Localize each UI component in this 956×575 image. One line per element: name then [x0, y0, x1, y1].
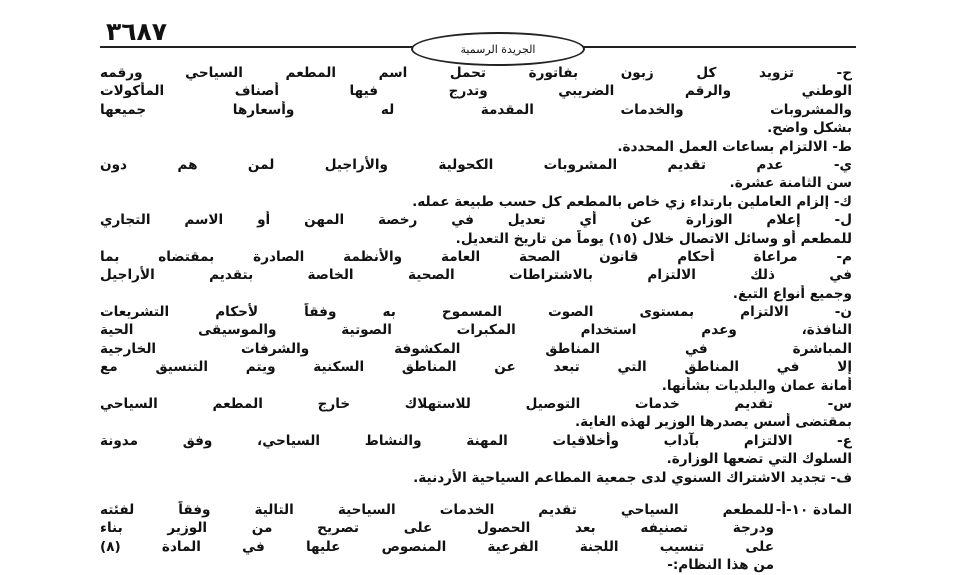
text-line: والمشروبات والخدمات المقدمة له وأسعارها جميعها — [100, 101, 852, 118]
text-line: ن- الالتزام بمستوى الصوت المسموح به وفقاً لأحكام التشريعات — [100, 304, 852, 321]
list-item — [100, 156, 852, 193]
gazette-title: الجريدة الرسمية — [460, 42, 536, 56]
list-item — [100, 469, 852, 487]
text-line: في ذلك الالتزام بالاشتراطات الصحية الخاصة بتقديم الأراجيل — [100, 267, 852, 284]
list-item — [100, 64, 852, 138]
text-line: ودرجة تصنيفه بعد الحصول على تصريح من الوزير بناء — [100, 520, 774, 537]
text-line: ك- إلزام العاملين بارتداء زي خاص بالمطعم كل حسب طبيعة عمله. — [412, 193, 852, 210]
text-line: ل- إعلام الوزارة عن أي تعديل في رخصة المهن أو الاسم التجاري — [100, 212, 852, 229]
text-line: من هذا النظام:- — [667, 557, 774, 574]
text-line: ع- الالتزام بآداب وأخلاقيات المهنة والنشاط السياحي، وفق مدونة — [100, 432, 852, 449]
text-line: سن الثامنة عشرة. — [729, 175, 852, 192]
list-item — [100, 211, 852, 248]
text-line: إلا في المناطق التي تبعد عن المناطق السكنية ويتم التنسيق مع — [100, 359, 852, 376]
article-label: المادة ١٠-أ- — [775, 501, 852, 518]
text-line: على تنسيب اللجنة الفرعية المنصوص عليها في المادة (٨) — [100, 538, 774, 555]
page-number: ٣٦٨٧ — [106, 17, 168, 46]
document-body — [100, 64, 852, 575]
text-line: ط- الالتزام بساعات العمل المحددة. — [617, 138, 852, 155]
text-line: ي- عدم تقديم المشروبات الكحولية والأراجيل لمن هم دون — [100, 156, 852, 173]
text-line: م- مراعاة أحكام قانون الصحة العامة والأنظمة الصادرة بمقتضاه بما — [100, 248, 852, 265]
text-line: للمطعم السياحي تقديم الخدمات السياحية التالية وفقاً لفئته — [100, 501, 774, 518]
list-item — [100, 248, 852, 303]
text-line: وجميع أنواع التبغ. — [732, 285, 852, 302]
text-line: الوطني والرقم الضريبي وتدرج فيها أصناف المأكولات — [100, 83, 852, 100]
list-item — [100, 432, 852, 469]
paragraph-gap — [100, 487, 852, 501]
text-line: بشكل واضح. — [767, 120, 852, 137]
list-item — [100, 303, 852, 395]
gazette-title-oval — [411, 32, 585, 66]
text-line: النافذة، وعدم استخدام المكبرات الصوتية والموسيقى الحية — [100, 322, 852, 339]
list-item — [100, 395, 852, 432]
list-item — [100, 193, 852, 211]
text-line: أمانة عمان والبلديات بشأنها. — [661, 377, 852, 394]
text-line: س- تقديم خدمات التوصيل للاستهلاك خارج المطعم السياحي — [100, 396, 852, 413]
text-line: ح- تزويد كل زبون بفاتورة تحمل اسم المطعم السياحي ورقمه — [100, 65, 852, 81]
text-line: بمقتضى أسس يصدرها الوزير لهذه الغاية. — [575, 414, 852, 431]
text-line: للمطعم أو وسائل الاتصال خلال (١٥) يوماً من تاريخ التعديل. — [455, 230, 852, 247]
text-line: ف- تجديد الاشتراك السنوي لدى جمعية المطاعم السياحية الأردنية. — [413, 469, 852, 486]
text-line: المباشرة في المناطق المكشوفة والشرفات الخارجية — [100, 340, 852, 357]
list-item — [100, 138, 852, 156]
text-line: السلوك التي تضعها الوزارة. — [666, 451, 852, 468]
